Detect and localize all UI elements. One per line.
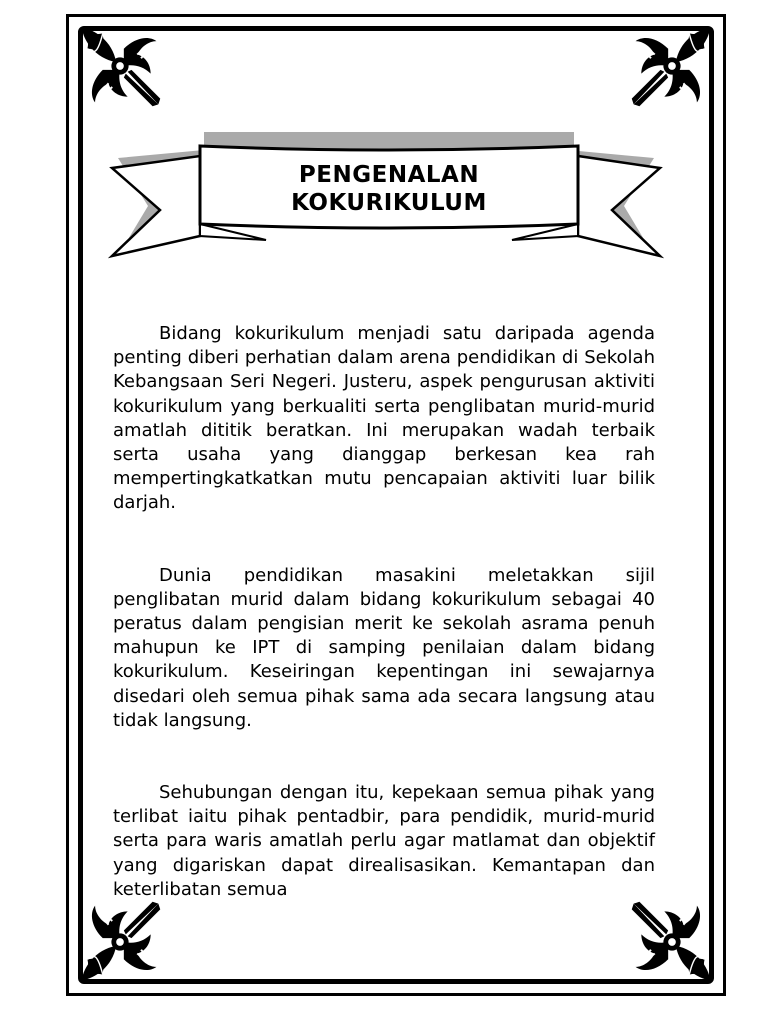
paragraph-3: Sehubungan dengan itu, kepekaan semua pihak yang terlibat iaitu pihak pentadbir, para pendidik, murid-murid serta para waris amatlah perlu agar matlamat dan objektif yang digariskan dapat direalisasikan. Kemantapan dan keterlibatan semua bbox=[113, 782, 655, 900]
body-text bbox=[113, 322, 655, 950]
paragraph-2: Dunia pendidikan masakini meletakkan sijil penglibatan murid dalam bidang kokurikulum sebagai 40 peratus dalam pengisian merit ke sekolah asrama penuh mahupun ke IPT di samping penilaian dalam bidang kokurikulum. Keseiringan kepentingan ini sewajarnya disedari oleh semua pihak sama ada secara langsung atau tidak langsung. bbox=[113, 564, 655, 731]
title-line-1: PENGENALAN bbox=[298, 162, 480, 188]
fleur-de-lis-ornament-icon bbox=[626, 20, 718, 112]
paragraph-1: Bidang kokurikulum menjadi satu daripada agenda penting diberi perhatian dalam arena pendidikan di Sekolah Kebangsaan Seri Negeri. Justeru, aspek pengurusan aktiviti kokurikulum yang berkualiti serta penglibatan murid-murid amatlah dititik beratkan. Ini merupakan wadah terbaik serta usaha yang dianggap berkesan kea rah mempertingkatkatkan mutu pencapaian aktiviti luar bilik darjah. bbox=[113, 323, 655, 514]
fleur-de-lis-ornament-icon bbox=[74, 20, 166, 112]
page-title bbox=[200, 146, 578, 232]
title-line-2: KOKURIKULUM bbox=[291, 190, 487, 216]
